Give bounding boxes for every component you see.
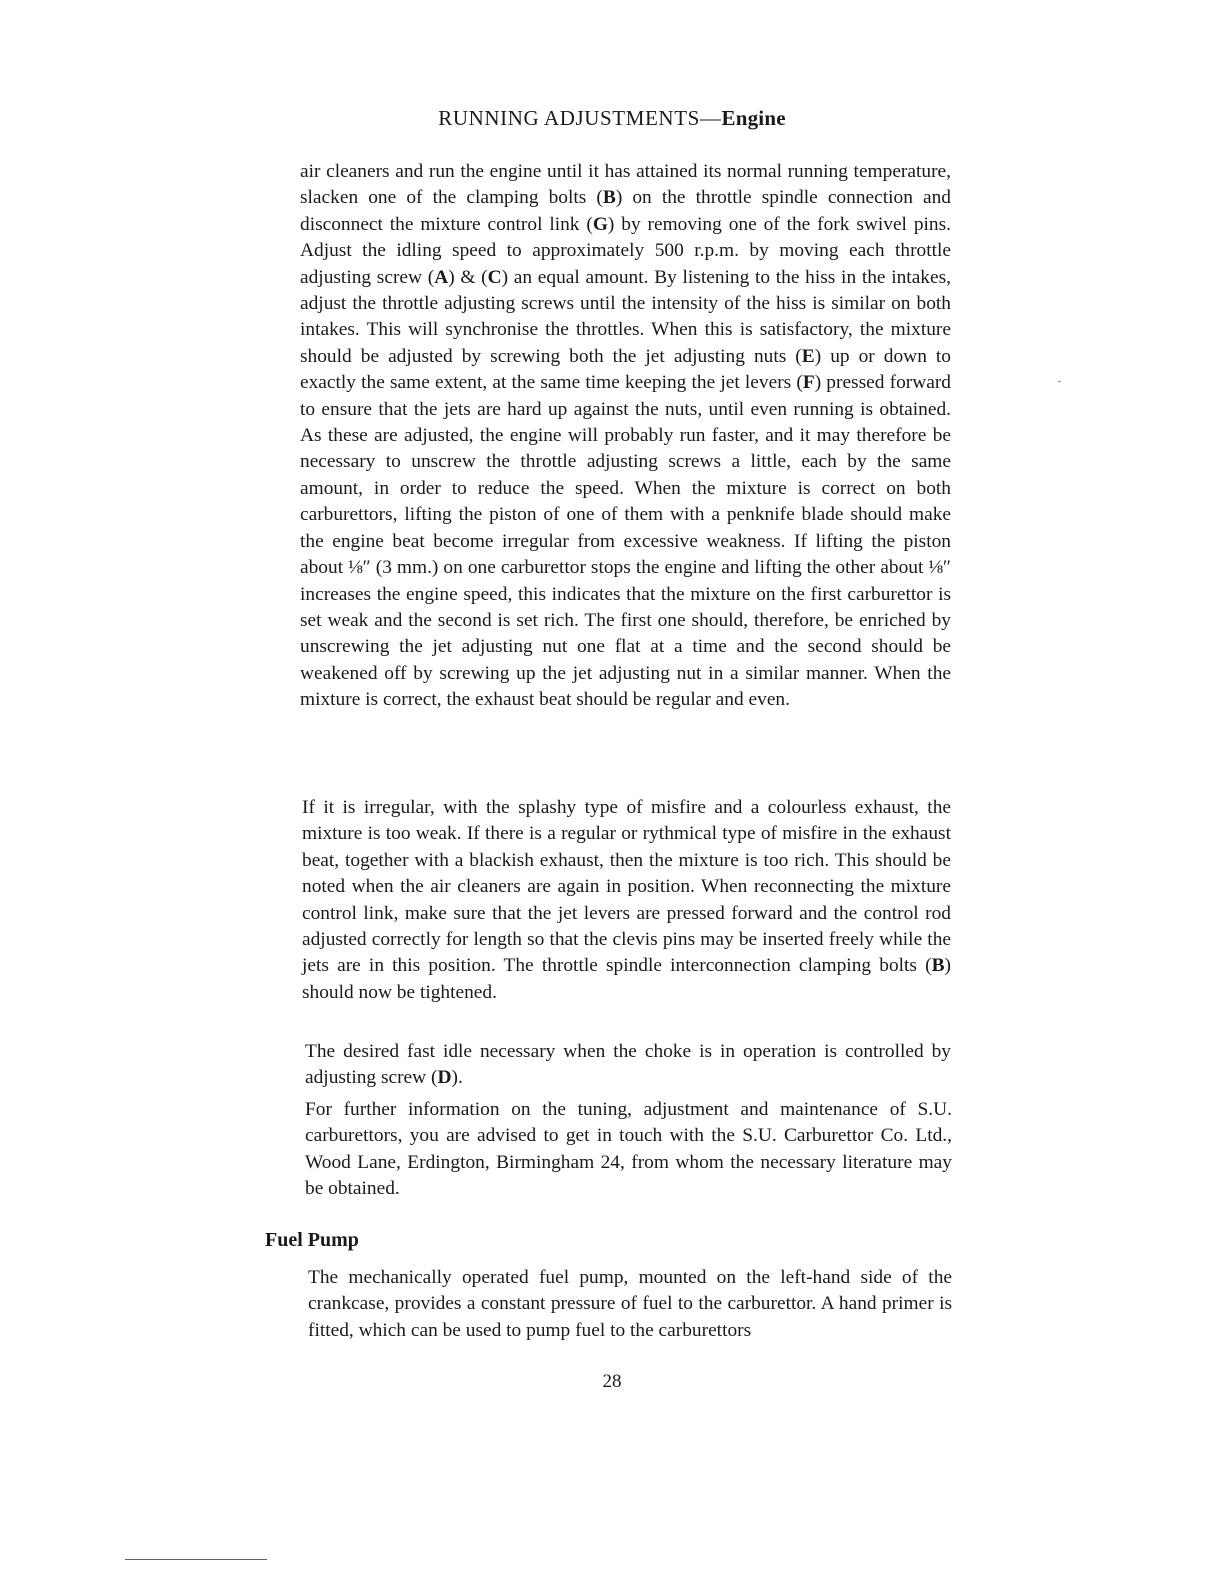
- section-heading-fuel-pump: Fuel Pump: [265, 1229, 359, 1251]
- reference-letter: A: [434, 266, 449, 288]
- paragraph-mixture-diagnosis: [302, 795, 951, 1006]
- text-run: ).: [451, 1067, 463, 1089]
- text-run: ) up or down to exactly the same extent, at the same time keeping the jet levers (: [300, 345, 951, 394]
- running-head-chapter: Engine: [721, 106, 786, 130]
- paragraph-fuel-pump: The mechanically operated fuel pump, mounted on the left-hand side of the crankcase, provides a constant pressure of fuel to the carburettor. A hand primer is fitted, which can be used to pump fuel to the carburettors: [308, 1267, 952, 1341]
- margin-mark: [1058, 381, 1061, 382]
- page-number: 28: [602, 1371, 622, 1392]
- text-run: If it is irregular, with the splashy type of misfire and a colourless exhaust, the mixture is too weak. If there is a regular or rythmical type of misfire in the exhaust beat, together with a blackish exhaust, then the mixture is too rich. This should be noted when the air cleaners are again in position. When reconnecting the mixture control link, make sure that the jet levers are pressed forward and the control rod adjusted correctly for length so that the clevis pins may be inserted freely while the jets are in this position. The throttle spindle interconnection clamping bolts (: [302, 797, 951, 977]
- paragraph-fast-idle: [305, 1039, 951, 1092]
- text-run: air cleaners and run the engine until it has attained its normal running temperature, slacken one of the clamping bolts (: [300, 161, 951, 209]
- reference-letter: E: [801, 345, 815, 367]
- reference-letter: F: [802, 372, 815, 394]
- text-run: ) by removing one of the fork swivel pins. Adjust the idling speed to approximately 500 r.p.m. by moving each throttle adjusting screw (: [300, 213, 951, 288]
- running-head-section: RUNNING ADJUSTMENTS: [438, 106, 700, 130]
- reference-letter: G: [592, 213, 608, 235]
- text-run: ) an equal amount. By listening to the hiss in the intakes, adjust the throttle adjusting screws until the intensity of the hiss is similar on both intakes. This will synchronise the throttles. When this is satisfactory, the mixture should be adjusted by screwing both the jet adjusting nuts (: [300, 266, 952, 367]
- reference-letter: D: [437, 1067, 452, 1089]
- text-run: The desired fast idle necessary when the choke is in operation is controlled by adjusting screw (: [305, 1041, 951, 1089]
- reference-letter: C: [487, 266, 502, 288]
- reference-letter: B: [602, 187, 616, 209]
- paragraph-carburettor-adjustment: [300, 159, 951, 714]
- text-run: ) should now be tightened.: [302, 955, 951, 1003]
- reference-letter: B: [931, 955, 945, 977]
- running-head: [0, 106, 1224, 131]
- text-run: ) & (: [448, 266, 488, 288]
- footnote-rule: [125, 1559, 267, 1560]
- paragraph-further-information: For further information on the tuning, adjustment and maintenance of S.U. carburettors, you are advised to get in touch with the S.U. Carburettor Co. Ltd., Wood Lane, Erdington, Birmingham 24, from whom the necessary literature may be obtained.: [305, 1099, 952, 1200]
- text-run: ) pressed forward to ensure that the jets are hard up against the nuts, until even running is obtained. As these are adjusted, the engine will probably run faster, and it may therefore be necessary to unscrew the throttle adjusting screws a little, each by the same amount, in order to reduce the speed. When the mixture is correct on both carburettors, lifting the piston of one of them with a penknife blade should make the engine beat become irregular from excessive weakness. If lifting the piston about ⅛″ (3 mm.) on one carburettor stops the engine and lifting the other about ⅛″ increases the engine speed, this indicates that the mixture on the first carburettor is set weak and the second is set rich. The first one should, therefore, be enriched by unscrewing the jet adjusting nut one flat at a time and the second should be weakened off by screwing up the jet adjusting nut in a similar manner. When the mixture is correct, the exhaust beat should be regular and even.: [300, 372, 951, 711]
- running-head-separator: —: [699, 106, 722, 130]
- text-run: ) on the throttle spindle connection and disconnect the mixture control link (: [300, 187, 951, 235]
